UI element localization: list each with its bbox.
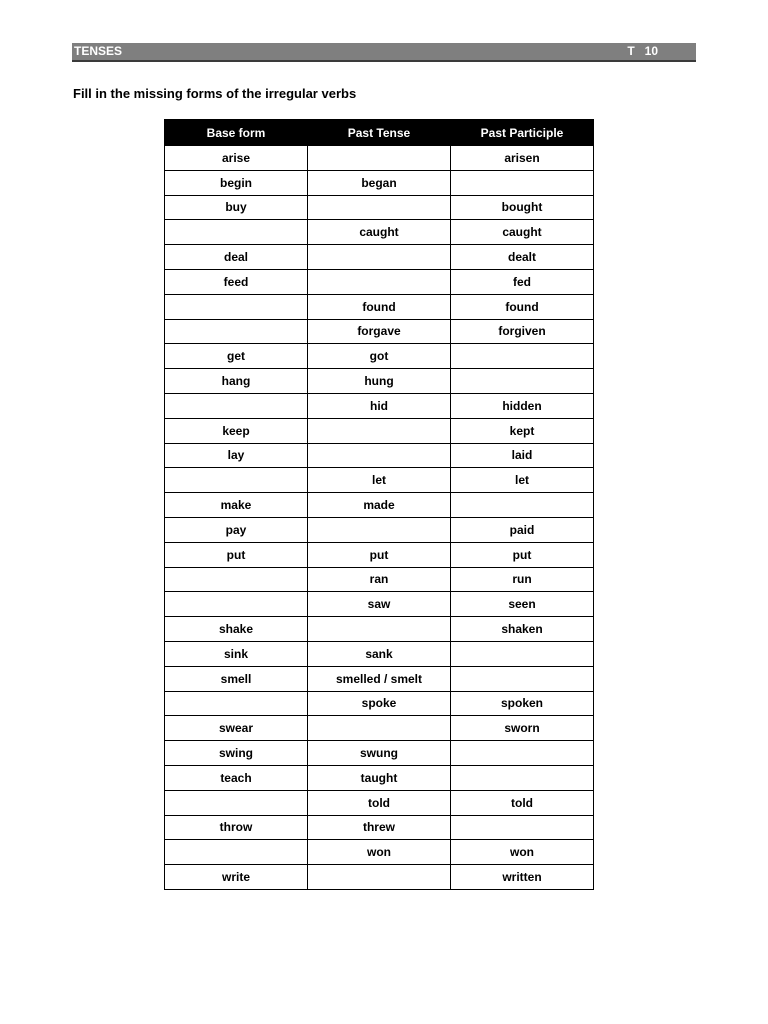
cell-past-tense: ran bbox=[308, 567, 451, 592]
table-row bbox=[165, 393, 594, 418]
cell-past-tense bbox=[308, 617, 451, 642]
cell-past-tense bbox=[308, 245, 451, 270]
table-row bbox=[165, 344, 594, 369]
table-row bbox=[165, 195, 594, 220]
table-row bbox=[165, 493, 594, 518]
cell-base-form bbox=[165, 691, 308, 716]
table-row bbox=[165, 418, 594, 443]
cell-past-participle: fed bbox=[451, 269, 594, 294]
cell-past-participle bbox=[451, 765, 594, 790]
cell-past-tense bbox=[308, 269, 451, 294]
table-row bbox=[165, 815, 594, 840]
table-row bbox=[165, 840, 594, 865]
cell-past-participle bbox=[451, 666, 594, 691]
cell-past-participle: dealt bbox=[451, 245, 594, 270]
table-row bbox=[165, 146, 594, 171]
table-row bbox=[165, 468, 594, 493]
table-row bbox=[165, 220, 594, 245]
cell-base-form: swing bbox=[165, 741, 308, 766]
cell-past-participle: run bbox=[451, 567, 594, 592]
table-row bbox=[165, 170, 594, 195]
cell-past-tense: won bbox=[308, 840, 451, 865]
cell-base-form bbox=[165, 840, 308, 865]
table-row bbox=[165, 592, 594, 617]
cell-base-form: get bbox=[165, 344, 308, 369]
table-row bbox=[165, 542, 594, 567]
table-row bbox=[165, 641, 594, 666]
cell-base-form bbox=[165, 294, 308, 319]
cell-past-tense: let bbox=[308, 468, 451, 493]
table-row bbox=[165, 269, 594, 294]
cell-past-participle: caught bbox=[451, 220, 594, 245]
cell-base-form: write bbox=[165, 865, 308, 890]
cell-base-form: keep bbox=[165, 418, 308, 443]
cell-past-tense: made bbox=[308, 493, 451, 518]
cell-base-form: teach bbox=[165, 765, 308, 790]
cell-base-form bbox=[165, 592, 308, 617]
cell-base-form: arise bbox=[165, 146, 308, 171]
header-bar bbox=[72, 43, 696, 62]
section-title: TENSES bbox=[74, 44, 123, 58]
table-row bbox=[165, 865, 594, 890]
table-row bbox=[165, 294, 594, 319]
cell-past-participle: won bbox=[451, 840, 594, 865]
cell-past-tense: found bbox=[308, 294, 451, 319]
table-body bbox=[165, 146, 594, 890]
table-row bbox=[165, 716, 594, 741]
table-row bbox=[165, 443, 594, 468]
cell-past-tense: hung bbox=[308, 369, 451, 394]
table-row bbox=[165, 741, 594, 766]
cell-past-tense: smelled / smelt bbox=[308, 666, 451, 691]
cell-past-participle: spoken bbox=[451, 691, 594, 716]
cell-past-participle: kept bbox=[451, 418, 594, 443]
cell-past-tense: hid bbox=[308, 393, 451, 418]
cell-past-tense bbox=[308, 517, 451, 542]
cell-base-form bbox=[165, 468, 308, 493]
cell-past-participle: written bbox=[451, 865, 594, 890]
cell-past-participle bbox=[451, 170, 594, 195]
cell-past-participle: arisen bbox=[451, 146, 594, 171]
table-header-row bbox=[165, 120, 594, 146]
page-number: T 10 bbox=[627, 44, 658, 58]
table-row bbox=[165, 245, 594, 270]
cell-past-tense bbox=[308, 716, 451, 741]
cell-past-participle: put bbox=[451, 542, 594, 567]
cell-base-form: pay bbox=[165, 517, 308, 542]
column-header-past-tense: Past Tense bbox=[308, 120, 451, 146]
table-row bbox=[165, 369, 594, 394]
cell-past-tense: caught bbox=[308, 220, 451, 245]
cell-past-participle bbox=[451, 369, 594, 394]
cell-base-form: put bbox=[165, 542, 308, 567]
cell-base-form: begin bbox=[165, 170, 308, 195]
cell-base-form: smell bbox=[165, 666, 308, 691]
cell-past-participle: seen bbox=[451, 592, 594, 617]
cell-base-form: hang bbox=[165, 369, 308, 394]
table-row bbox=[165, 666, 594, 691]
cell-past-participle: laid bbox=[451, 443, 594, 468]
cell-past-participle: forgiven bbox=[451, 319, 594, 344]
table-row bbox=[165, 691, 594, 716]
cell-base-form: sink bbox=[165, 641, 308, 666]
cell-past-participle bbox=[451, 741, 594, 766]
cell-past-tense bbox=[308, 443, 451, 468]
cell-base-form: feed bbox=[165, 269, 308, 294]
cell-past-participle bbox=[451, 815, 594, 840]
cell-base-form: buy bbox=[165, 195, 308, 220]
cell-past-tense: swung bbox=[308, 741, 451, 766]
cell-past-participle: let bbox=[451, 468, 594, 493]
cell-past-participle: bought bbox=[451, 195, 594, 220]
table-row bbox=[165, 790, 594, 815]
cell-base-form: throw bbox=[165, 815, 308, 840]
cell-past-tense bbox=[308, 418, 451, 443]
table-row bbox=[165, 765, 594, 790]
cell-past-tense: spoke bbox=[308, 691, 451, 716]
cell-past-participle: told bbox=[451, 790, 594, 815]
cell-base-form: swear bbox=[165, 716, 308, 741]
cell-base-form: make bbox=[165, 493, 308, 518]
table-row bbox=[165, 567, 594, 592]
cell-past-participle bbox=[451, 344, 594, 369]
cell-base-form: lay bbox=[165, 443, 308, 468]
table-row bbox=[165, 319, 594, 344]
cell-base-form bbox=[165, 220, 308, 245]
cell-past-participle: paid bbox=[451, 517, 594, 542]
cell-past-participle: found bbox=[451, 294, 594, 319]
cell-past-tense: sank bbox=[308, 641, 451, 666]
table-row bbox=[165, 617, 594, 642]
cell-past-participle: shaken bbox=[451, 617, 594, 642]
cell-base-form: shake bbox=[165, 617, 308, 642]
instruction-text: Fill in the missing forms of the irregular verbs bbox=[73, 86, 357, 101]
cell-past-participle: sworn bbox=[451, 716, 594, 741]
cell-past-tense bbox=[308, 146, 451, 171]
table-row bbox=[165, 517, 594, 542]
cell-past-tense: put bbox=[308, 542, 451, 567]
column-header-past-participle: Past Participle bbox=[451, 120, 594, 146]
cell-past-tense: taught bbox=[308, 765, 451, 790]
cell-past-tense: told bbox=[308, 790, 451, 815]
cell-past-tense: forgave bbox=[308, 319, 451, 344]
cell-base-form bbox=[165, 790, 308, 815]
cell-base-form: deal bbox=[165, 245, 308, 270]
cell-base-form bbox=[165, 393, 308, 418]
cell-base-form bbox=[165, 567, 308, 592]
cell-past-tense: threw bbox=[308, 815, 451, 840]
cell-past-participle bbox=[451, 641, 594, 666]
cell-past-tense bbox=[308, 195, 451, 220]
cell-past-participle bbox=[451, 493, 594, 518]
cell-past-tense: saw bbox=[308, 592, 451, 617]
irregular-verbs-table bbox=[164, 119, 594, 890]
cell-past-participle: hidden bbox=[451, 393, 594, 418]
cell-past-tense: got bbox=[308, 344, 451, 369]
cell-base-form bbox=[165, 319, 308, 344]
column-header-base-form: Base form bbox=[165, 120, 308, 146]
cell-past-tense bbox=[308, 865, 451, 890]
cell-past-tense: began bbox=[308, 170, 451, 195]
